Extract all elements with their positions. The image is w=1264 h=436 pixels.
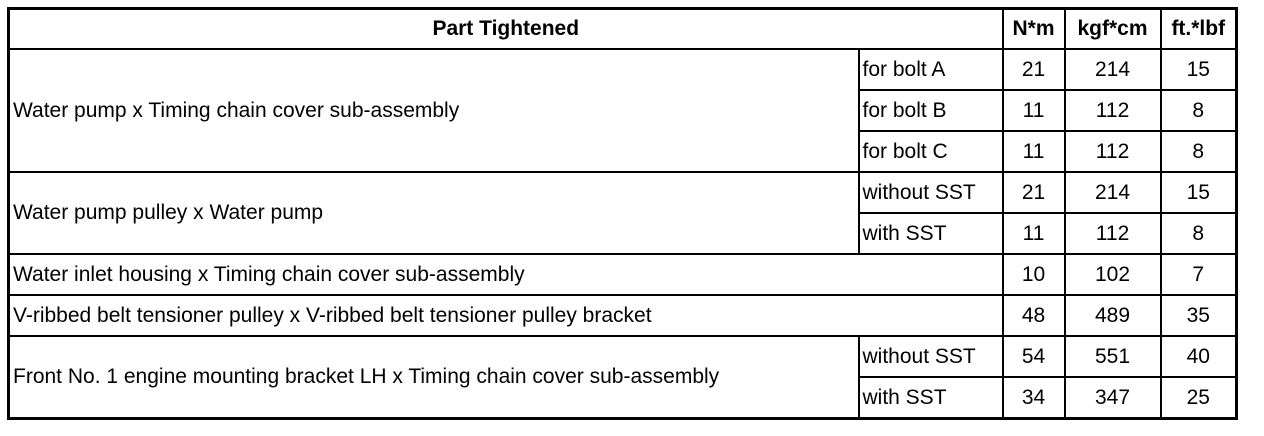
ft-lbf-value-cell: 15 bbox=[1161, 172, 1237, 213]
kgf-cm-value-cell: 102 bbox=[1065, 254, 1161, 295]
nm-value-cell: 48 bbox=[1003, 295, 1065, 336]
part-name-cell: V-ribbed belt tensioner pulley x V-ribbed belt tensioner pulley bracket bbox=[9, 295, 1003, 336]
header-row bbox=[9, 9, 1237, 50]
ft-lbf-value-cell: 8 bbox=[1161, 131, 1237, 172]
kgf-cm-value-cell: 214 bbox=[1065, 49, 1161, 90]
nm-value-cell: 54 bbox=[1003, 336, 1065, 377]
ft-lbf-value-cell: 8 bbox=[1161, 213, 1237, 254]
ft-lbf-value-cell: 40 bbox=[1161, 336, 1237, 377]
header-part-tightened: Part Tightened bbox=[9, 9, 1003, 50]
part-name-cell: Water pump x Timing chain cover sub-assembly bbox=[9, 49, 859, 172]
condition-cell: for bolt B bbox=[859, 90, 1003, 131]
ft-lbf-value-cell: 35 bbox=[1161, 295, 1237, 336]
header-nm: N*m bbox=[1003, 9, 1065, 50]
nm-value-cell: 34 bbox=[1003, 377, 1065, 419]
kgf-cm-value-cell: 112 bbox=[1065, 90, 1161, 131]
nm-value-cell: 21 bbox=[1003, 49, 1065, 90]
nm-value-cell: 10 bbox=[1003, 254, 1065, 295]
nm-value-cell: 11 bbox=[1003, 90, 1065, 131]
kgf-cm-value-cell: 112 bbox=[1065, 131, 1161, 172]
ft-lbf-value-cell: 15 bbox=[1161, 49, 1237, 90]
ft-lbf-value-cell: 8 bbox=[1161, 90, 1237, 131]
ft-lbf-value-cell: 25 bbox=[1161, 377, 1237, 419]
condition-cell: without SST bbox=[859, 172, 1003, 213]
kgf-cm-value-cell: 112 bbox=[1065, 213, 1161, 254]
header-ft-lbf: ft.*lbf bbox=[1161, 9, 1237, 50]
nm-value-cell: 11 bbox=[1003, 131, 1065, 172]
kgf-cm-value-cell: 489 bbox=[1065, 295, 1161, 336]
part-name-cell: Water inlet housing x Timing chain cover sub-assembly bbox=[9, 254, 1003, 295]
part-name-cell: Water pump pulley x Water pump bbox=[9, 172, 859, 254]
nm-value-cell: 11 bbox=[1003, 213, 1065, 254]
table-row bbox=[9, 254, 1237, 295]
part-name-cell: Front No. 1 engine mounting bracket LH x Timing chain cover sub-assembly bbox=[9, 336, 859, 419]
ft-lbf-value-cell: 7 bbox=[1161, 254, 1237, 295]
torque-specification-table bbox=[7, 7, 1238, 420]
table-row bbox=[9, 49, 1237, 90]
table-row bbox=[9, 295, 1237, 336]
condition-cell: with SST bbox=[859, 377, 1003, 419]
nm-value-cell: 21 bbox=[1003, 172, 1065, 213]
table-row bbox=[9, 172, 1237, 213]
condition-cell: for bolt A bbox=[859, 49, 1003, 90]
table-row bbox=[9, 336, 1237, 377]
condition-cell: with SST bbox=[859, 213, 1003, 254]
kgf-cm-value-cell: 347 bbox=[1065, 377, 1161, 419]
condition-cell: without SST bbox=[859, 336, 1003, 377]
kgf-cm-value-cell: 551 bbox=[1065, 336, 1161, 377]
kgf-cm-value-cell: 214 bbox=[1065, 172, 1161, 213]
condition-cell: for bolt C bbox=[859, 131, 1003, 172]
header-kgf-cm: kgf*cm bbox=[1065, 9, 1161, 50]
